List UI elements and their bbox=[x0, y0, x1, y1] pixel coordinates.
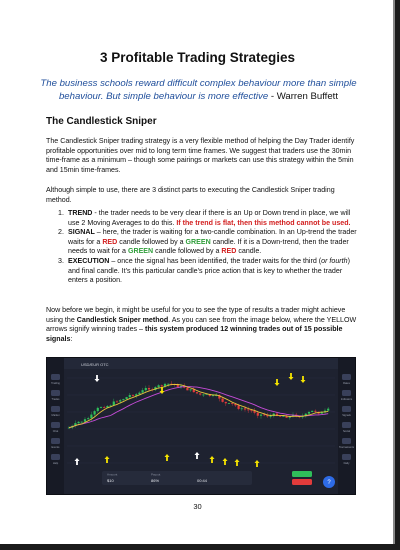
candle-body bbox=[145, 388, 147, 390]
left-menu-label: Trades bbox=[51, 398, 60, 401]
results-summary: this system produced 12 winning trades out of 15 possible signals bbox=[46, 325, 343, 343]
candle-body bbox=[158, 385, 160, 387]
results-text: . As you can see from the image below, where the YELLOW arrows signify winning trades – bbox=[46, 315, 357, 334]
right-menu-label: Tournaments bbox=[339, 446, 354, 449]
payout-label: Payout bbox=[151, 472, 161, 477]
results-text: : bbox=[70, 334, 73, 343]
menu-icon bbox=[51, 422, 60, 428]
menu-icon bbox=[342, 422, 351, 428]
menu-icon bbox=[342, 374, 351, 380]
candlestick-chart bbox=[47, 358, 355, 494]
section-heading: The Candlestick Sniper bbox=[46, 116, 157, 127]
list-number: 1. bbox=[58, 209, 64, 217]
candle-body bbox=[81, 422, 83, 423]
candle-body bbox=[263, 415, 265, 416]
help-icon-glyph: ? bbox=[327, 480, 331, 486]
menu-icon bbox=[51, 406, 60, 412]
candle-body bbox=[142, 390, 144, 393]
candle-body bbox=[126, 397, 128, 399]
candle-body bbox=[148, 388, 150, 389]
menu-icon bbox=[342, 438, 351, 444]
left-menu-label: Help bbox=[52, 462, 59, 465]
candle-body bbox=[129, 395, 131, 397]
candle-body bbox=[167, 384, 169, 385]
candle-body bbox=[222, 399, 224, 402]
quote-text: The business schools reward difficult complex behaviour more than simple behaviour. But simple behaviour is more effective bbox=[40, 78, 357, 102]
candle-body bbox=[247, 410, 249, 411]
left-menu-label: Trading bbox=[51, 382, 60, 385]
candle-body bbox=[103, 407, 105, 408]
list-number: 3. bbox=[58, 256, 64, 265]
candle-body bbox=[78, 422, 80, 423]
strategy-steps bbox=[58, 209, 360, 286]
candle-body bbox=[225, 402, 227, 403]
right-menu-label: Social bbox=[342, 430, 351, 433]
candle-body bbox=[122, 399, 124, 400]
right-menu-label: Rates bbox=[343, 382, 350, 385]
candle-body bbox=[238, 405, 240, 409]
color-word-green: GREEN bbox=[127, 247, 154, 256]
color-word-red: RED bbox=[102, 237, 118, 246]
lower-button[interactable] bbox=[292, 479, 312, 485]
menu-icon bbox=[51, 374, 60, 380]
candle-body bbox=[244, 408, 246, 409]
right-menu-label: Signals bbox=[342, 414, 351, 417]
left-menu-label: Market bbox=[51, 414, 60, 417]
trading-platform-screenshot bbox=[46, 357, 356, 495]
candle-body bbox=[87, 418, 89, 419]
quote-author: - Warren Buffett bbox=[268, 91, 339, 102]
results-method: Candlestick Sniper method bbox=[76, 315, 169, 324]
step-term: EXECUTION bbox=[68, 256, 110, 265]
color-word-red: RED bbox=[221, 247, 237, 256]
candle-body bbox=[94, 411, 96, 414]
candle-body bbox=[119, 400, 121, 401]
step-warning: If the trend is flat, then this method cannot be used. bbox=[176, 218, 351, 227]
right-menu-label: Daily bbox=[343, 462, 350, 465]
candle-body bbox=[228, 403, 230, 404]
step-text: candle. If it is a Down-trend, then the trader needs to wait for a bbox=[68, 237, 349, 256]
candle-body bbox=[116, 402, 118, 403]
menu-icon bbox=[51, 438, 60, 444]
candle-body bbox=[196, 392, 198, 393]
paragraph-intro: The Candlestick Sniper trading strategy is a very flexible method of helping the Day Trader identify profitable opportunities over mid to long term time frames. We suggest that traders use the 30min time-frame as a minimum – though some pairings or markets can use this strategy within the 5min and 15min time-frames. bbox=[46, 137, 355, 174]
candle-body bbox=[250, 410, 252, 411]
menu-icon bbox=[342, 390, 351, 396]
step-text: candle followed by a bbox=[117, 237, 186, 246]
higher-button[interactable] bbox=[292, 471, 312, 477]
list-item bbox=[58, 228, 360, 257]
candle-body bbox=[327, 409, 329, 411]
color-word-green: GREEN bbox=[185, 237, 211, 246]
step-term: TREND bbox=[68, 209, 93, 217]
candle-body bbox=[241, 408, 243, 409]
list-number: 2. bbox=[58, 228, 64, 237]
payout-value: 86% bbox=[151, 478, 160, 483]
menu-icon bbox=[51, 390, 60, 396]
page-number: 30 bbox=[193, 502, 202, 511]
candle-body bbox=[202, 395, 204, 396]
trade-panel bbox=[102, 471, 252, 485]
step-italic: or fourth bbox=[321, 256, 348, 265]
step-text: ) and final candle. It’s this particular candle’s price action that is key to whether the trader enters a position. bbox=[68, 256, 350, 285]
amount-value: $10 bbox=[107, 478, 114, 483]
menu-icon bbox=[342, 406, 351, 412]
menu-icon bbox=[51, 454, 60, 460]
candle-body bbox=[257, 413, 259, 416]
candle-body bbox=[161, 385, 163, 386]
candle-body bbox=[190, 389, 192, 390]
candle-body bbox=[308, 412, 310, 414]
candle-body bbox=[186, 388, 188, 391]
amount-label: Amount bbox=[107, 472, 118, 477]
step-text: candle. bbox=[236, 247, 262, 256]
candle-body bbox=[100, 407, 102, 408]
page-border-bottom bbox=[0, 544, 400, 550]
candle-body bbox=[270, 416, 272, 417]
step-text: – once the signal has been identified, the trader waits for the third ( bbox=[109, 256, 322, 265]
left-menu-label: Events bbox=[51, 446, 60, 449]
list-item bbox=[58, 209, 360, 228]
paragraph-parts: Although simple to use, there are 3 distinct parts to executing the Candlestick Sniper trading method. bbox=[46, 186, 335, 204]
left-menu-label: Chat bbox=[52, 430, 59, 433]
candle-body bbox=[260, 415, 262, 416]
step-text: candle followed by a bbox=[153, 247, 222, 256]
step-text: - the trader needs to be very clear if there is an Up or Down trend in place, we will use 2 Moving Averages to do this. bbox=[68, 209, 351, 227]
list-item bbox=[58, 257, 360, 286]
candle-body bbox=[84, 419, 86, 421]
candle-body bbox=[132, 395, 134, 396]
candle-body bbox=[138, 393, 140, 395]
step-term: SIGNAL bbox=[68, 228, 95, 237]
quote bbox=[36, 77, 361, 103]
candle-body bbox=[90, 415, 92, 419]
step-text: – here, the trader is waiting for a two-candle combination. In an Up-trend the trader waits for a bbox=[68, 228, 357, 246]
candle-body bbox=[314, 411, 316, 412]
candle-body bbox=[311, 411, 313, 412]
paragraph-results bbox=[46, 306, 358, 344]
results-text: Now before we begin, it might be useful for you to see the type of results a trader might achieve using the bbox=[46, 306, 346, 324]
symbol-label: USD/EUR OTC bbox=[81, 362, 109, 367]
timer-value: 00:44 bbox=[197, 478, 208, 483]
candle-body bbox=[97, 408, 99, 411]
menu-icon bbox=[342, 454, 351, 460]
candle-body bbox=[231, 403, 233, 404]
right-menu-label: Indicators bbox=[340, 398, 353, 401]
page-title: 3 Profitable Trading Strategies bbox=[99, 50, 296, 65]
candle-body bbox=[199, 393, 201, 394]
page-border-right bbox=[395, 0, 400, 550]
candle-body bbox=[282, 416, 284, 417]
